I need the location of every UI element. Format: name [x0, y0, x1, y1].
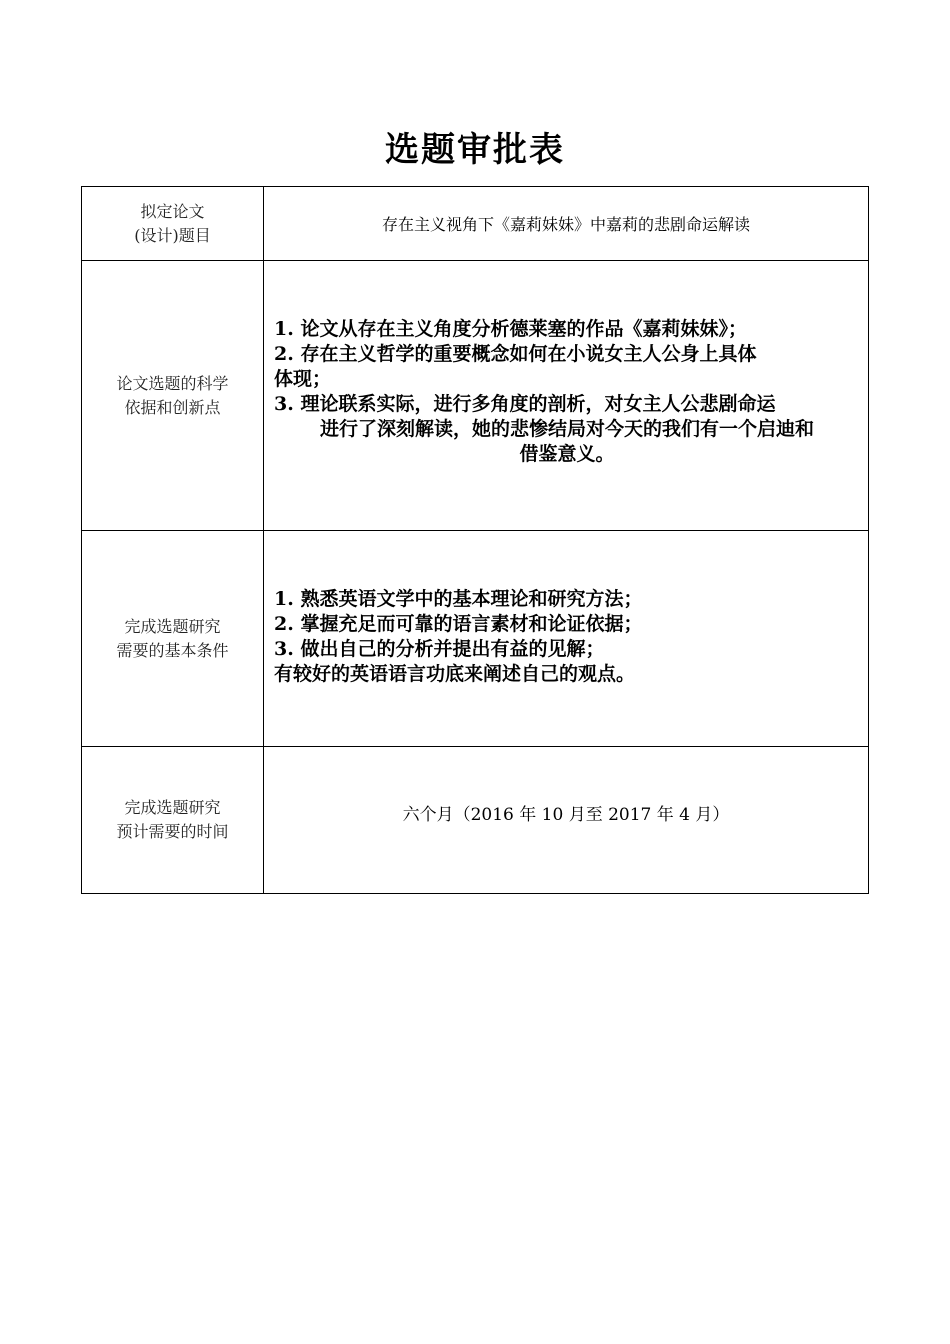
page-title: 选题审批表 [385, 130, 565, 170]
conditions-label-cell [82, 531, 264, 747]
time-value-cell [264, 747, 869, 894]
thesis-title-value-cell [264, 187, 869, 261]
time-label-line2: 预计需要的时间 [116, 822, 229, 841]
thesis-title-label-line1: 拟定论文 [140, 201, 205, 221]
conditions-line-3: 3. 做出自己的分析并提出有益的见解； [274, 637, 605, 660]
basis-label-line2: 依据和创新点 [124, 397, 221, 417]
conditions-line-2: 2. 掌握充足而可靠的语言素材和论证依据； [274, 612, 643, 635]
basis-list [264, 317, 868, 467]
thesis-title-value: 存在主义视角下《嘉莉妹妹》中嘉莉的悲剧命运解读 [381, 215, 750, 234]
basis-content-cell [264, 261, 869, 531]
basis-line-4: 3. 理论联系实际，进行多角度的剖析，对女主人公悲剧命运 [274, 392, 776, 415]
approval-table [81, 186, 869, 894]
thesis-title-label-line2: (设计)题目 [134, 225, 211, 245]
basis-line-5: 进行了深刻解读，她的悲惨结局对今天的我们有一个启迪和 [319, 417, 814, 440]
conditions-label-line1: 完成选题研究 [124, 616, 221, 636]
conditions-content-cell [264, 531, 869, 747]
basis-label-line1: 论文选题的科学 [116, 373, 229, 393]
conditions-label-line2: 需要的基本条件 [116, 640, 229, 660]
table-row-time [82, 747, 869, 894]
time-label-cell [82, 747, 264, 894]
basis-label-cell [82, 261, 264, 531]
table-row-thesis-title [82, 187, 869, 261]
thesis-title-label-cell [82, 187, 264, 261]
conditions-line-1: 1. 熟悉英语文学中的基本理论和研究方法； [274, 587, 643, 610]
basis-line-6: 借鉴意义。 [519, 442, 615, 465]
table-row-conditions [82, 531, 869, 747]
basis-line-1: 1. 论文从存在主义角度分析德莱塞的作品《嘉莉妹妹》； [274, 317, 747, 340]
conditions-list [264, 587, 868, 687]
table-row-basis [82, 261, 869, 531]
conditions-line-4: 有较好的英语语言功底来阐述自己的观点。 [274, 662, 636, 685]
basis-line-2: 2. 存在主义哲学的重要概念如何在小说女主人公身上具体 [274, 342, 757, 365]
time-label-line1: 完成选题研究 [124, 798, 221, 817]
time-value: 六个月（2016 年 10 月至 2017 年 4 月） [402, 804, 730, 825]
basis-line-3: 体现； [274, 367, 332, 390]
